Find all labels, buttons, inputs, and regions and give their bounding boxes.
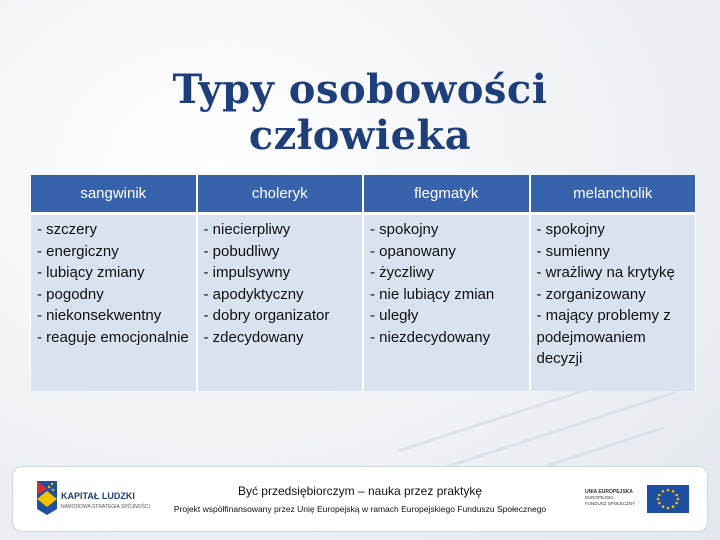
slide-title-line-2: człowieka: [248, 111, 472, 159]
trait-item: - dobry organizator: [203, 307, 330, 324]
trait-item: - niezdecydowany: [370, 328, 491, 346]
trait-item: - pobudliwy: [203, 242, 280, 260]
trait-item: - energiczny: [37, 242, 119, 260]
trait-item: - reaguje emocjonalnie: [37, 328, 189, 346]
trait-item: - mający problemy z podejmowaniem decyzji: [536, 307, 671, 367]
trait-item: - uległy: [370, 307, 419, 324]
trait-item: - apodyktyczny: [203, 285, 304, 303]
trait-item: - niekonsekwentny: [37, 307, 162, 324]
eu-logo-line-2: EUROPEJSKI: [585, 495, 614, 500]
slide-title-line-1: Typy osobowości: [172, 65, 548, 113]
trait-item: - życzliwy: [370, 264, 435, 281]
eu-flag-icon: [647, 485, 689, 513]
trait-item: - pogodny: [37, 285, 104, 303]
eu-logo-line-1: UNIA EUROPEJSKA: [585, 489, 633, 495]
trait-item: - spokojny: [536, 221, 605, 238]
kapital-ludzki-name: KAPITAŁ LUDZKI: [61, 491, 135, 501]
trait-item: - niecierpliwy: [203, 221, 291, 238]
traits-sangwinik: [30, 215, 197, 391]
header-melancholik: melancholik: [530, 175, 697, 215]
header-choleryk: choleryk: [197, 175, 364, 215]
trait-item: - spokojny: [370, 221, 439, 238]
kapital-ludzki-mark-icon: [33, 479, 59, 517]
trait-item: - zdecydowany: [203, 328, 304, 346]
personality-types-table: [30, 175, 696, 391]
trait-item: - impulsywny: [203, 264, 291, 281]
table-row: [30, 215, 696, 391]
trait-item: - zorganizowany: [536, 285, 646, 303]
trait-item: - sumienny: [536, 242, 610, 260]
trait-item: - lubiący zmiany: [37, 264, 145, 281]
header-sangwinik: sangwinik: [30, 175, 197, 215]
traits-flegmatyk: [363, 215, 530, 391]
footer-subtitle: Projekt współfinansowany przez Unię Europejską w ramach Europejskiego Funduszu Społecznego: [173, 504, 547, 514]
traits-melancholik: [530, 215, 697, 391]
table-header-row: [30, 175, 696, 215]
eu-logo-line-3: FUNDUSZ SPOŁECZNY: [585, 501, 636, 506]
traits-choleryk: [197, 215, 364, 391]
footer-banner: [12, 466, 708, 532]
trait-item: - nie lubiący zmian: [370, 285, 495, 303]
eu-logo-text: [585, 489, 635, 507]
eu-logo: [585, 485, 689, 515]
header-flegmatyk: flegmatyk: [363, 175, 530, 215]
trait-item: - wrażliwy na krytykę: [536, 264, 675, 281]
trait-item: - opanowany: [370, 242, 456, 260]
slide-title: [0, 67, 720, 159]
trait-item: - szczery: [37, 221, 97, 238]
footer-title: Być przedsiębiorczym – nauka przez praktykę: [237, 484, 483, 498]
kapital-ludzki-subtitle: NARODOWA STRATEGIA SPÓJNOŚCI: [61, 504, 150, 510]
